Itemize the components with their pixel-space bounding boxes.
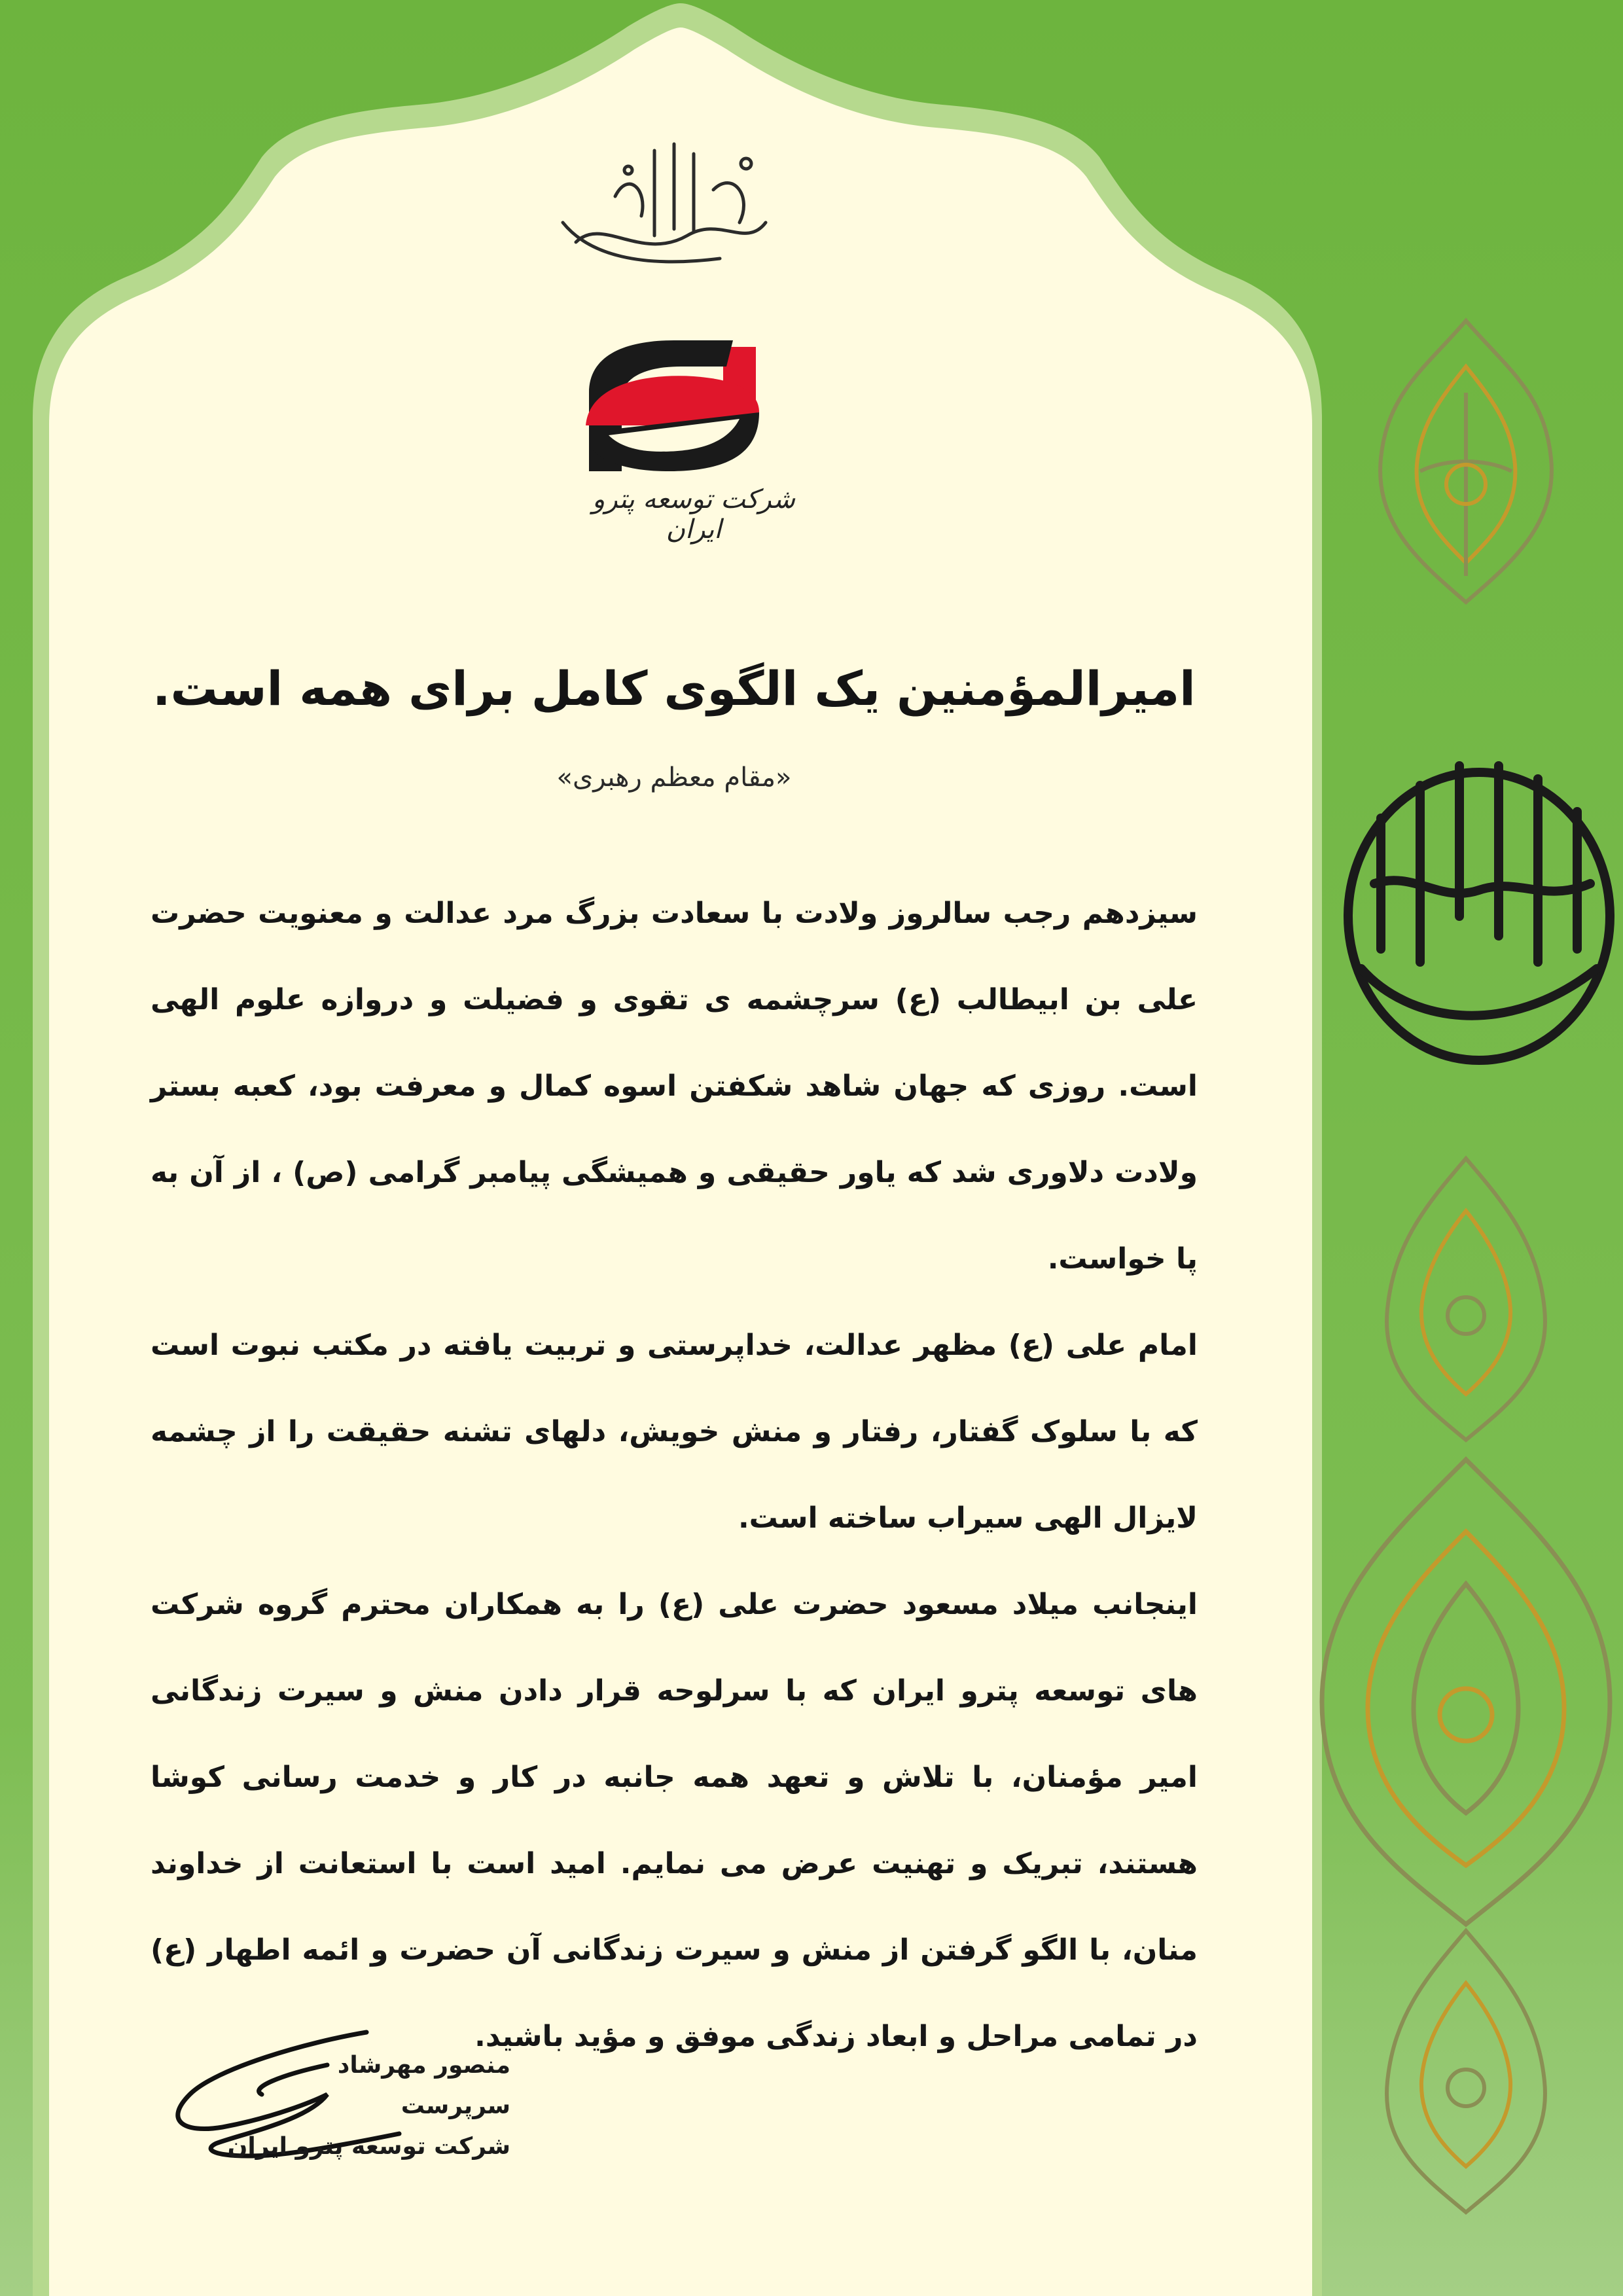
signer-name: منصور مهرشاد <box>337 2052 510 2079</box>
body-paragraph-3: اینجانب میلاد مسعود حضرت علی (ع) را به همکاران محترم گروه شرکت های توسعه پترو ایران که با سرلوحه قرار دادن منش و سیرت زندگانی امیر مؤمنان، با تلاش و تعهد همه جانبه در کار و خدمت رسانی کوشا هستند، تبریک و تهنیت عرض می نمایم. امید است با استعانت از خداوند منان، با الگو گرفتن از منش و سیرت زندگانی آن حضرت و ائمه اطهار (ع) در تمامی مراحل و ابعاد زندگی موفق و مؤید باشید. <box>151 1588 1198 2053</box>
company-logo <box>586 340 759 471</box>
message-body <box>151 870 1198 2080</box>
company-name: شرکت توسعه پترو ایران <box>592 484 795 545</box>
signer-company: شرکت توسعه پترو ایران <box>227 2133 510 2160</box>
body-paragraph-2: امام علی (ع) مظهر عدالت، خداپرستی و تربیت یافته در مکتب نبوت است که با سلوک گفتار، رفتار و منش خویش، دلهای تشنه حقیقت را از چشمه لایزال الهی سیراب ساخته است. <box>151 1329 1198 1535</box>
quote-attribution: «مقام معظم رهبری» <box>556 762 792 793</box>
signer-role: سرپرست <box>401 2092 510 2119</box>
signature-block <box>196 2045 510 2167</box>
page-title: امیرالمؤمنین یک الگوی کامل برای همه است. <box>152 661 1196 716</box>
body-paragraph-1: سیزدهم رجب سالروز ولادت با سعادت بزرگ مرد عدالت و معنویت حضرت علی بن ابیطالب (ع) سرچشمه ی تقوی و فضیلت و دروازه علوم الهی است. روزی که جهان شاهد شکفتن اسوه کمال و معرفت بود، کعبه بستر ولادت دلاوری شد که یاور حقیقی و همیشگی پیامبر گرامی (ص) ، از آن به پا خواست. <box>151 897 1198 1276</box>
